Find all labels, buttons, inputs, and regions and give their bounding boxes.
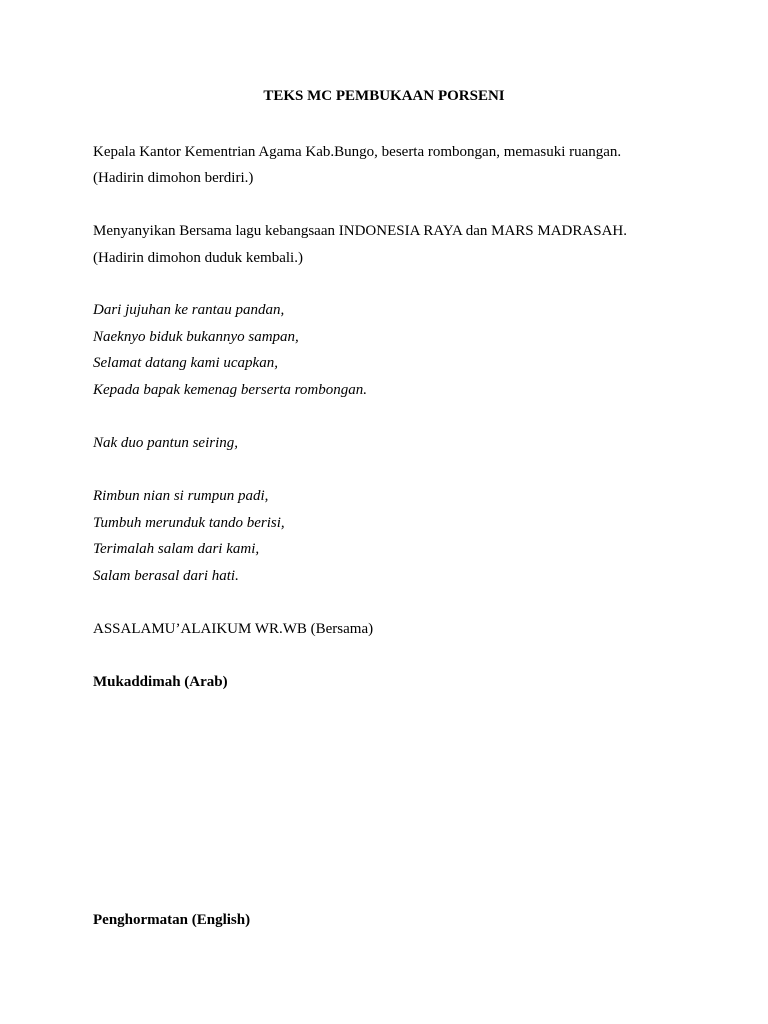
pantun-2-line-3: Terimalah salam dari kami, — [93, 541, 260, 557]
paragraph-anthem-line-2: (Hadirin dimohon duduk kembali.) — [93, 250, 303, 266]
pantun-2-line-1: Rimbun nian si rumpun padi, — [93, 488, 269, 504]
pantun-1-line-2: Naeknyo biduk bukannyo sampan, — [93, 329, 299, 345]
paragraph-entrance-line-1: Kepala Kantor Kementrian Agama Kab.Bungo, beserta rombongan, memasuki ruangan. — [93, 144, 622, 160]
pantun-intro: Nak duo pantun seiring, — [93, 435, 238, 451]
document-title: TEKS MC PEMBUKAAN PORSENI — [263, 88, 505, 104]
heading-mukaddimah: Mukaddimah (Arab) — [93, 674, 228, 690]
pantun-1-line-3: Selamat datang kami ucapkan, — [93, 355, 278, 371]
pantun-1-line-4: Kepada bapak kemenag berserta rombongan. — [93, 382, 367, 398]
pantun-2-line-2: Tumbuh merunduk tando berisi, — [93, 515, 285, 531]
pantun-1-line-1: Dari jujuhan ke rantau pandan, — [93, 302, 285, 318]
heading-penghormatan: Penghormatan (English) — [93, 912, 251, 928]
greeting-line: ASSALAMU’ALAIKUM WR.WB (Bersama) — [93, 621, 374, 637]
pantun-2-line-4: Salam berasal dari hati. — [93, 568, 239, 584]
paragraph-entrance-line-2: (Hadirin dimohon berdiri.) — [93, 170, 254, 186]
paragraph-anthem-line-1: Menyanyikan Bersama lagu kebangsaan INDONESIA RAYA dan MARS MADRASAH. — [93, 223, 627, 239]
